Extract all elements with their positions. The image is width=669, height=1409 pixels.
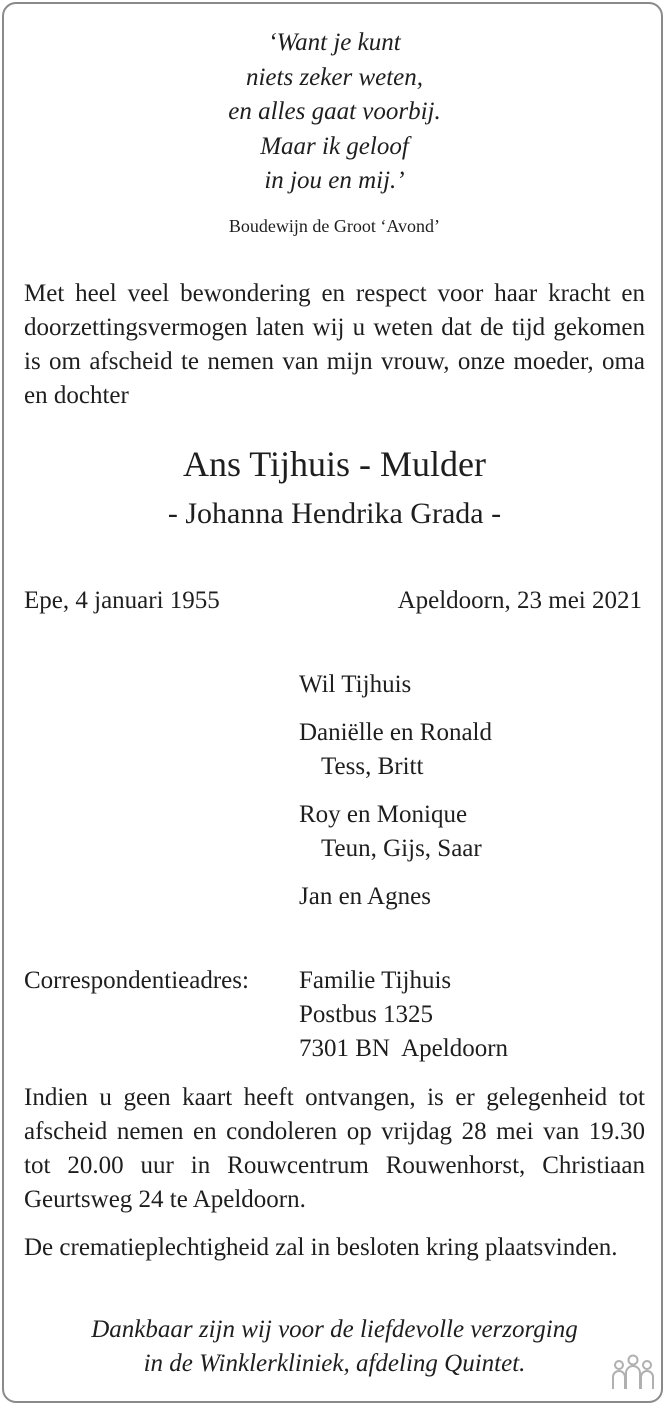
- family-figures-icon: [610, 1353, 656, 1393]
- intro-text: Met heel veel bewondering en respect voor haar kracht en doorzettingsvermogen laten wij u weten dat de tijd gekomen is om afscheid te nemen van mijn vrouw, onze moeder, oma en dochter: [24, 280, 645, 409]
- poem-attribution: Boudewijn de Groot ‘Avond’: [228, 216, 441, 236]
- correspondence-line: Familie Tijhuis: [299, 967, 452, 994]
- family-member: Tess, Britt: [321, 753, 424, 780]
- closing-line: Dankbaar zijn wij voor de liefdevolle verzorging: [91, 1316, 578, 1343]
- poem-line: en alles gaat voorbij.: [228, 98, 441, 125]
- poem-line: niets zeker weten,: [245, 63, 424, 91]
- poem: [0, 26, 669, 199]
- cremation-text: De crematieplechtigheid zal in besloten kring plaatsvinden.: [24, 1234, 618, 1261]
- family-member: Roy en Monique: [299, 801, 468, 828]
- family-member: Wil Tijhuis: [299, 671, 412, 698]
- death-date: Apeldoorn, 23 mei 2021: [397, 587, 642, 614]
- poem-line: Maar ik geloof: [260, 132, 409, 160]
- closing-line: in de Winklerkliniek, afdeling Quintet.: [143, 1350, 526, 1377]
- intro-paragraph: [24, 277, 645, 413]
- correspondence-line: Postbus 1325: [299, 1001, 434, 1028]
- birth-date: Epe, 4 januari 1955: [24, 587, 220, 614]
- correspondence-label: Correspondentieadres:: [24, 967, 249, 994]
- deceased-name: Ans Tijhuis - Mulder: [182, 444, 487, 484]
- deceased-given-names: - Johanna Hendrika Grada -: [167, 497, 502, 530]
- visitation-paragraph: [24, 1081, 645, 1217]
- closing-note: [0, 1313, 669, 1381]
- family-member: Jan en Agnes: [299, 883, 431, 910]
- visitation-text: Indien u geen kaart heeft ontvangen, is er gelegenheid tot afscheid nemen en condoleren op vrijdag 28 mei van 19.30 tot 20.00 uur in Rouwcentrum Rouwenhorst, Christiaan Geurtsweg 24 te Apeldoorn.: [24, 1084, 645, 1213]
- family-member: Teun, Gijs, Saar: [321, 835, 482, 862]
- poem-line: ‘Want je kunt: [268, 29, 401, 56]
- cremation-paragraph: [24, 1231, 645, 1265]
- family-member: Daniëlle en Ronald: [299, 719, 492, 746]
- correspondence-line: 7301 BN Apeldoorn: [299, 1035, 509, 1062]
- poem-line: in jou en mij.’: [264, 167, 405, 194]
